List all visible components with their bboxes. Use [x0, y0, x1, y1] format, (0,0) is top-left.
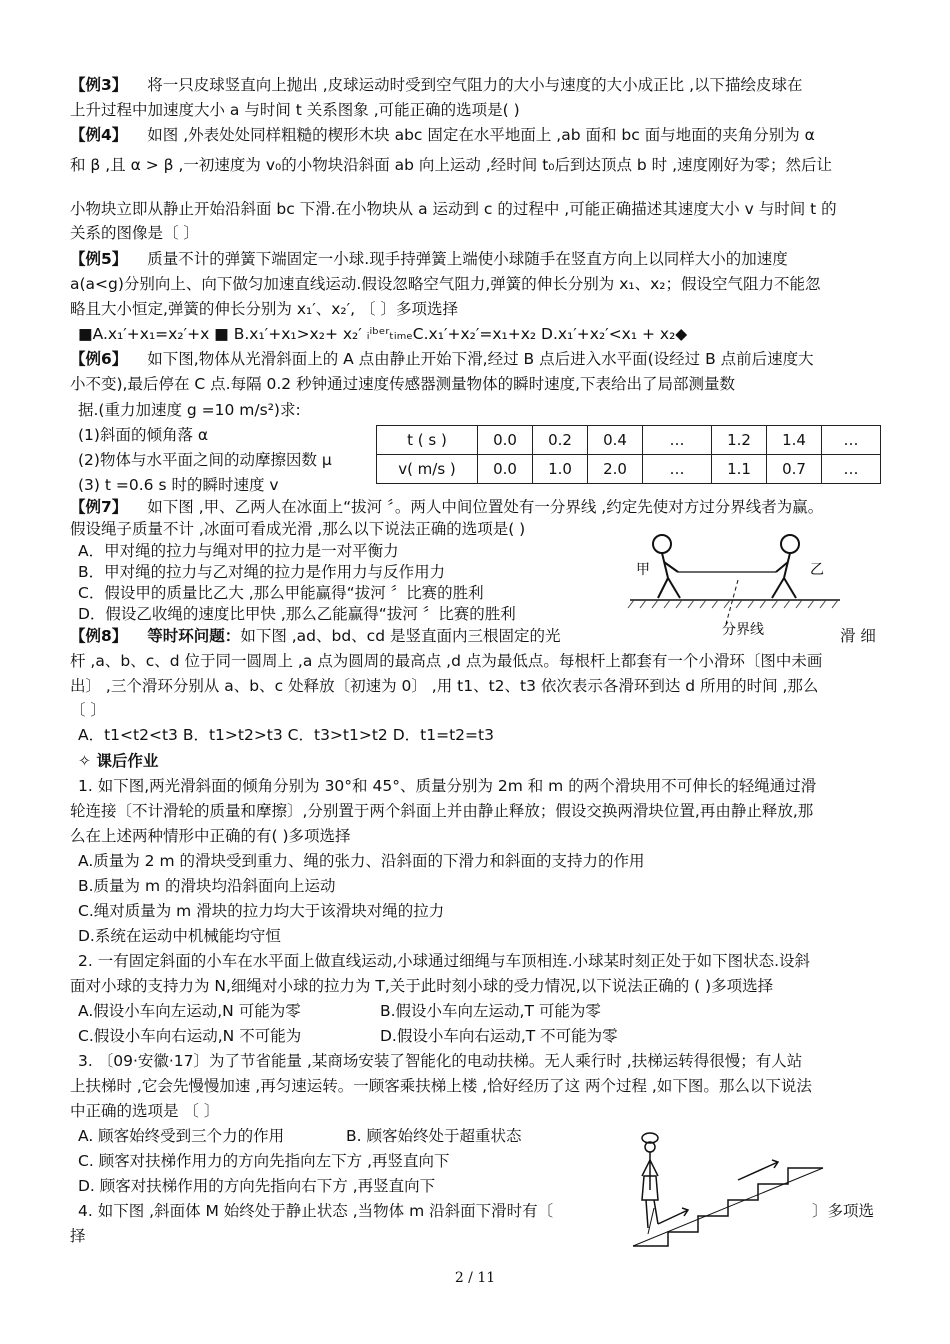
table-cell: …	[643, 455, 712, 484]
figure-label-jia: 甲	[636, 562, 650, 578]
hw-q1-line3: 么在上述两种情形中正确的有( )多项选择	[70, 827, 351, 845]
ex5-line3: 略且大小恒定,弹簧的伸长分别为 x₁′、x₂′, 〔 〕多项选择	[70, 300, 458, 318]
hw-q1-option-d: D.系统在运动中机械能均守恒	[78, 927, 281, 945]
hw-q1-line1: 1. 如下图,两光滑斜面的倾角分别为 30°和 45°、质量分别为 2m 和 m 的两个滑块用不可伸长的轻绳通过滑	[78, 777, 817, 795]
hw-q4-line1: 4. 如下图 ,斜面体 M 始终处于静止状态 ,当物体 m 沿斜面下滑时有〔	[78, 1202, 554, 1220]
ex7-tag: 【例7】	[70, 498, 128, 516]
hw-q2-option-d: D.假设小车向右运动,T 不可能为零	[380, 1027, 618, 1045]
velocity-table	[376, 425, 881, 484]
table-cell: …	[822, 426, 881, 455]
hw-q1-option-a: A.质量为 2 m 的滑块受到重力、绳的张力、沿斜面的下滑力和斜面的支持力的作用	[78, 852, 645, 870]
ex8-line2: 杆 ,a、b、c、d 位于同一圆周上 ,a 点为圆周的最高点 ,d 点为最低点。每根杆上都套有一个小滑环〔图中未画	[70, 652, 823, 670]
hw-q1-line2: 轮连接〔不计滑轮的质量和摩擦〕,分别置于两个斜面上并由静止释放；假设交换两滑块位置,再由静止释放,那	[70, 802, 814, 820]
ex7-line1: 【例7】 如下图 ,甲、乙两人在冰面上“拔河 〞。两人中间位置处有一分界线 ,约定先使对方过分界线者为赢。	[70, 498, 824, 516]
hw-q3-line3: 中正确的选项是 〔 〕	[70, 1102, 220, 1120]
tug-of-war-figure	[630, 532, 840, 642]
hw-q3-line2: 上扶梯时 ,它会先慢慢加速 ,再匀速运转。一顾客乘扶梯上楼 ,恰好经历了这 两个过程 ,如下图。那么以下说法	[70, 1077, 812, 1095]
ex6-question1: (1)斜面的倾角落 α	[78, 426, 209, 444]
table-cell: t ( s )	[377, 426, 478, 455]
ex5-line1: 【例5】 质量不计的弹簧下端固定一小球.现手持弹簧上端使小球随手在竖直方向上以同样大小的加速度	[70, 250, 788, 268]
ex8-title: 等时环问题：	[147, 627, 241, 645]
table-row	[377, 426, 881, 455]
ex4-line3: 小物块立即从静止开始沿斜面 bc 下滑.在小物块从 a 运动到 c 的过程中 ,可能正确描述其速度大小 v 与时间 t 的	[70, 200, 837, 218]
table-cell: …	[822, 455, 881, 484]
ex7-option-d: D．假设乙收绳的速度比甲快 ,那么乙能赢得“拔河 〞比赛的胜利	[78, 605, 516, 623]
page-number: 2 / 11	[454, 1270, 496, 1286]
hw-q3-line1: 3. 〔09·安徽·17〕为了节省能量 ,某商场安装了智能化的电动扶梯。无人乘行时 ,扶梯运转得很慢；有人站	[78, 1052, 803, 1070]
ex8-line1-tail: 滑 细	[840, 627, 876, 645]
table-cell: 0.0	[478, 426, 533, 455]
table-cell: …	[643, 426, 712, 455]
ex6-tag: 【例6】	[70, 350, 128, 368]
ex6-question3: (3) t =0.6 s 时的瞬时速度 v	[78, 476, 279, 494]
table-cell: 0.2	[533, 426, 588, 455]
hw-q2-line2: 面对小球的支持力为 N,细绳对小球的拉力为 T,关于此时刻小球的受力情况,以下说法正确的 ( )多项选择	[70, 977, 774, 995]
ex6-line1: 【例6】 如下图,物体从光滑斜面上的 A 点由静止开始下滑,经过 B 点后进入水平面(设经过 B 点前后速度大	[70, 350, 814, 368]
ex8-tag: 【例8】	[70, 627, 128, 645]
table-cell: 2.0	[588, 455, 643, 484]
hw-q3-option-a: A. 顾客始终受到三个力的作用	[78, 1127, 285, 1145]
ex8-line3: 出〕 ,三个滑环分别从 a、b、c 处释放〔初速为 0〕 ,用 t1、t2、t3 依次表示各滑环到达 d 所用的时间 ,那么	[70, 677, 819, 695]
ex5-options: ■A.x₁′+x₁=x₂′+x ■ B.x₁′+x₁>x₂+ x₂′ ᵢⁱᵇᵉʳₜᵢₘₑC.x₁′+x₂′=x₁+x₂ D.x₁′+x₂′<x₁ + x₂◆	[78, 325, 688, 343]
table-cell: 1.1	[712, 455, 767, 484]
table-cell: 0.0	[478, 455, 533, 484]
table-cell: 1.0	[533, 455, 588, 484]
ex5-tag: 【例5】	[70, 250, 128, 268]
ex7-option-c: C．假设甲的质量比乙大 ,那么甲能赢得“拔河 〞比赛的胜利	[78, 584, 484, 602]
table-row	[377, 455, 881, 484]
table-cell: 0.7	[767, 455, 822, 484]
ex7-option-a: A．甲对绳的拉力与绳对甲的拉力是一对平衡力	[78, 542, 399, 560]
hw-q1-option-b: B.质量为 m 的滑块均沿斜面向上运动	[78, 877, 336, 895]
table-cell: 1.2	[712, 426, 767, 455]
table-cell: v( m/s )	[377, 455, 478, 484]
ex6-line3: 据.(重力加速度 g =10 m/s²)求:	[78, 401, 301, 419]
escalator-figure	[628, 1128, 828, 1248]
figure-label-yi: 乙	[810, 562, 824, 578]
hw-q4-line1-tail: 〕多项选	[812, 1202, 875, 1220]
ex4-line4: 关系的图像是〔 〕	[70, 224, 199, 242]
hw-q4-line2: 择	[70, 1227, 86, 1245]
hw-q1-option-c: C.绳对质量为 m 滑块的拉力均大于该滑块对绳的拉力	[78, 902, 445, 920]
ex6-line2: 小不变),最后停在 C 点.每隔 0.2 秒钟通过速度传感器测量物体的瞬时速度,下表给出了局部测量数	[70, 375, 736, 393]
ex3-line2: 上升过程中加速度大小 a 与时间 t 关系图象 ,可能正确的选项是( )	[70, 101, 520, 119]
hw-q3-option-c: C. 顾客对扶梯作用力的方向先指向左下方 ,再竖直向下	[78, 1152, 450, 1170]
ex8-options: A．t1<t2<t3 B．t1>t2>t3 C．t3>t1>t2 D．t1=t2=t3	[78, 726, 494, 744]
ex7-line2: 假设绳子质量不计 ,冰面可看成光滑 ,那么以下说法正确的选项是( )	[70, 520, 526, 538]
ex3-tag: 【例3】	[70, 76, 128, 94]
ex4-tag: 【例4】	[70, 126, 128, 144]
ex6-question2: (2)物体与水平面之间的动摩擦因数 μ	[78, 451, 332, 469]
table-cell: 1.4	[767, 426, 822, 455]
figure-label-boundary: 分界线	[722, 622, 764, 638]
table-cell: 0.4	[588, 426, 643, 455]
ex3-line1: 【例3】 将一只皮球竖直向上抛出 ,皮球运动时受到空气阻力的大小与速度的大小成正比 ,以下描绘皮球在	[70, 76, 803, 94]
hw-q2-option-c: C.假设小车向右运动,N 不可能为	[78, 1027, 302, 1045]
hw-q2-option-a: A.假设小车向左运动,N 可能为零	[78, 1002, 301, 1020]
ex8-line4: 〔 〕	[70, 701, 106, 719]
hw-q2-line1: 2. 一有固定斜面的小车在水平面上做直线运动,小球通过细绳与车顶相连.小球某时刻正处于如下图状态.设斜	[78, 952, 810, 970]
ex5-line2: a(a<g)分别向上、向下做匀加速直线运动.假设忽略空气阻力,弹簧的伸长分别为 x₁、x₂；假设空气阻力不能忽	[70, 275, 821, 293]
homework-title: ✧ 课后作业	[78, 752, 159, 770]
hw-q3-option-d: D. 顾客对扶梯作用的方向先指向右下方 ,再竖直向下	[78, 1177, 436, 1195]
ex7-option-b: B．甲对绳的拉力与乙对绳的拉力是作用力与反作用力	[78, 563, 446, 581]
hw-q3-option-b: B. 顾客始终处于超重状态	[346, 1127, 522, 1145]
ex4-line1: 【例4】 如图 ,外表处处同样粗糙的楔形木块 abc 固定在水平地面上 ,ab 面和 bc 面与地面的夹角分别为 α	[70, 126, 815, 144]
ex4-line2: 和 β ,且 α > β ,一初速度为 v₀的小物块沿斜面 ab 向上运动 ,经时间 t₀后到达顶点 b 时 ,速度刚好为零；然后让	[70, 156, 833, 174]
hw-q2-option-b: B.假设小车向左运动,T 可能为零	[380, 1002, 601, 1020]
ex8-line1: 【例8】 等时环问题：如下图 ,ad、bd、cd 是竖直面内三根固定的光	[70, 627, 561, 645]
